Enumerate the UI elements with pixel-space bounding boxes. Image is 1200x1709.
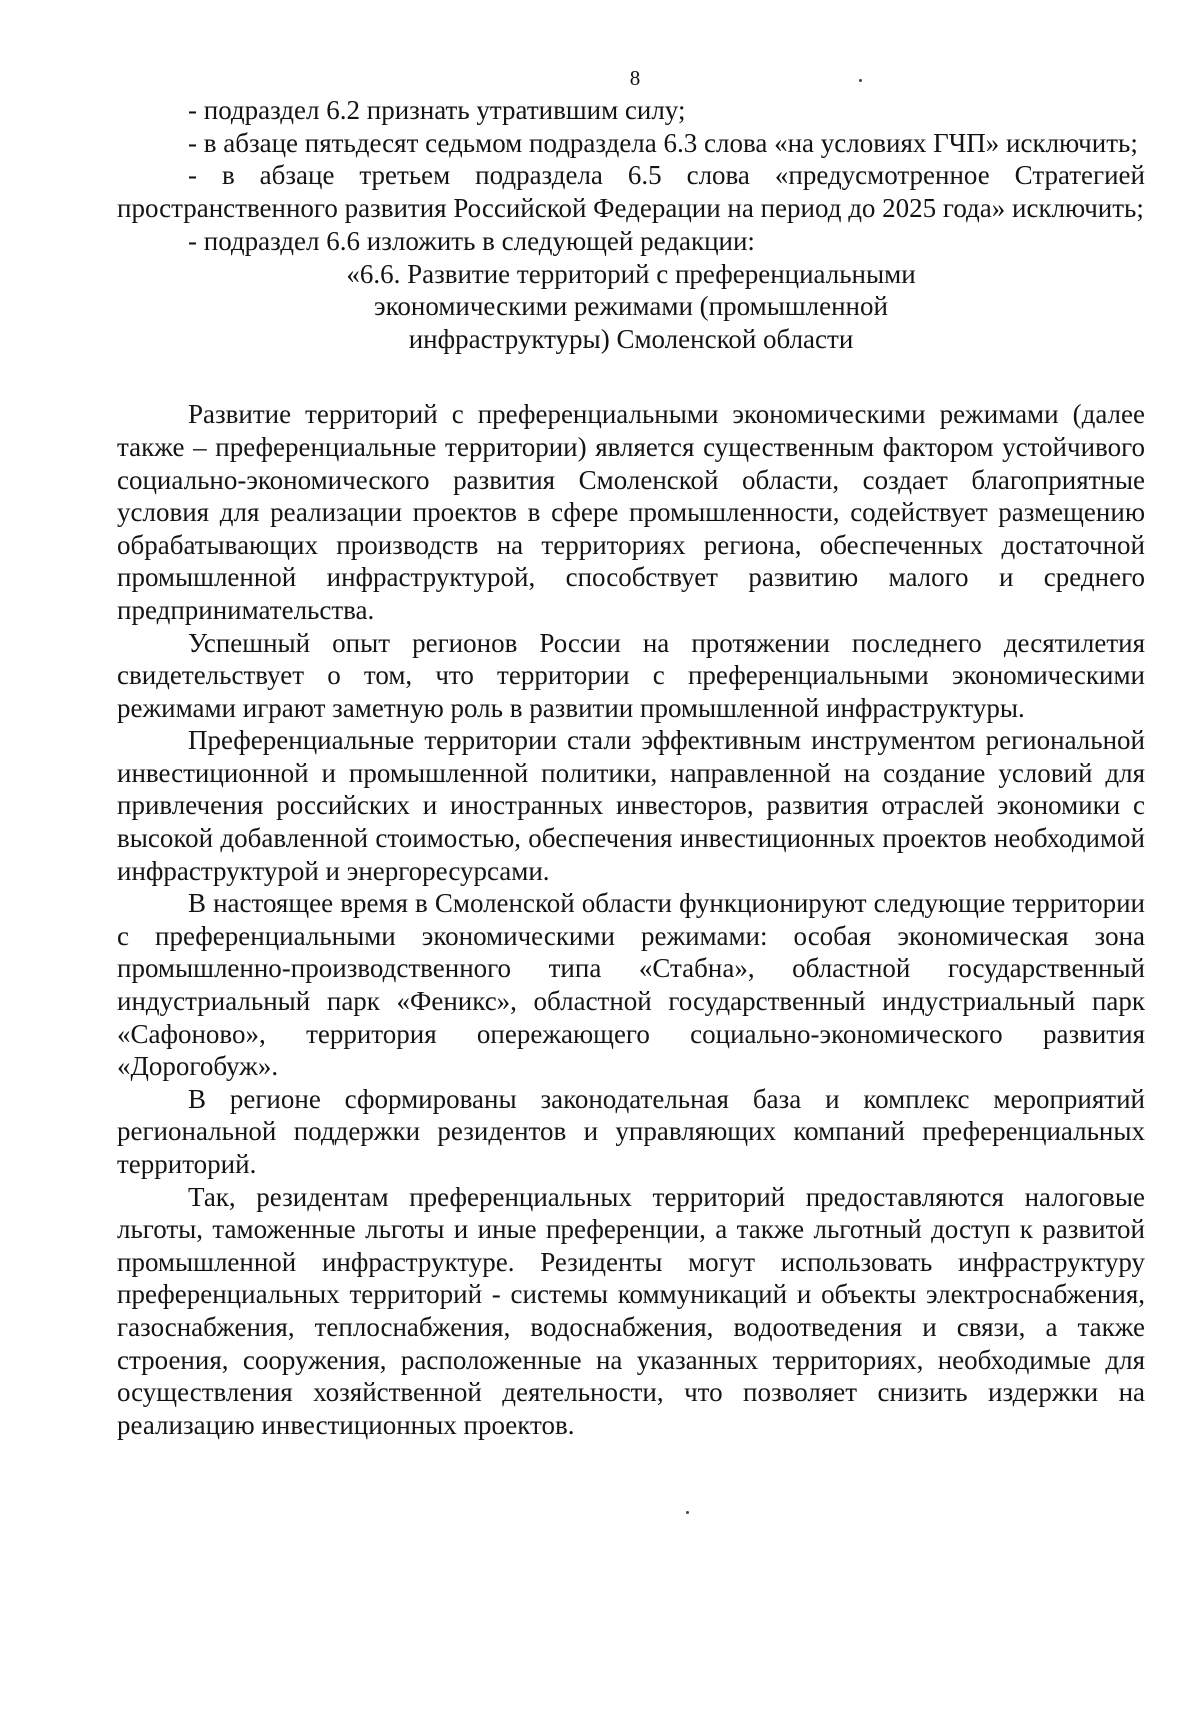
list-item: - в абзаце пятьдесят седьмом подраздела 6.3 слова «на условиях ГЧП» исключить;	[188, 127, 1138, 158]
paragraph: Преференциальные территории стали эффективным инструментом региональной инвестиционной и промышленной политики, направленной на создание условий для привлечения российских и иностранных инвесторов, развития отраслей экономики с высокой добавленной стоимостью, обеспечения инвестиционных проектов необходимой инфраструктурой и энергоресурсами.	[117, 725, 1145, 886]
paragraph: В регионе сформированы законодательная база и комплекс мероприятий региональной поддержки резидентов и управляющих компаний преференциальных территорий.	[117, 1083, 1145, 1180]
list-item: - подраздел 6.6 изложить в следующей редакции:	[188, 225, 755, 256]
heading-line: экономическими режимами (промышленной	[374, 291, 888, 322]
section-heading	[117, 258, 1145, 356]
scan-speck	[686, 1511, 689, 1514]
list-item: - в абзаце третьем подраздела 6.5 слова «предусмотренное Стратегией пространственного развития Российской Федерации на период до 2025 года» исключить;	[117, 160, 1145, 224]
heading-line: инфраструктуры) Смоленской области	[408, 323, 854, 354]
document-body	[117, 94, 1145, 1441]
paragraph: В настоящее время в Смоленской области функционируют следующие территории с преференциальными экономическими режимами: особая экономическая зона промышленно-производственного типа «Стабна», областной государственный индустриальный парк «Феникс», областной государственный индустриальный парк «Сафоново», территория опережающего социально-экономического развития «Дорогобуж».	[117, 888, 1145, 1082]
scan-speck	[859, 79, 862, 82]
paragraph: Так, резидентам преференциальных территорий предоставляются налоговые льготы, таможенные льготы и иные преференции, а также льготный доступ к развитой промышленной инфраструктуре. Резиденты могут использовать инфраструктуру преференциальных территорий - системы коммуникаций и объекты электроснабжения, газоснабжения, теплоснабжения, водоснабжения, водоотведения и связи, а также строения, сооружения, расположенные на указанных территориях, необходимые для осуществления хозяйственной деятельности, что позволяет снизить издержки на реализацию инвестиционных проектов.	[117, 1181, 1145, 1440]
paragraph: Развитие территорий с преференциальными экономическими режимами (далее также – преференциальные территории) является существенным фактором устойчивого социально-экономического развития Смоленской области, создает благоприятные условия для реализации проектов в сфере промышленности, содействует размещению обрабатывающих производств на территориях региона, обеспеченных достаточной промышленной инфраструктурой, способствует развитию малого и среднего предпринимательства.	[117, 399, 1145, 625]
heading-line: «6.6. Развитие территорий с преференциальными	[346, 258, 916, 289]
page-number: 8	[629, 66, 641, 90]
list-item: - подраздел 6.2 признать утратившим силу;	[188, 95, 686, 125]
paragraph: Успешный опыт регионов России на протяжении последнего десятилетия свидетельствует о том, что территории с преференциальными экономическими режимами играют заметную роль в развитии промышленной инфраструктуры.	[117, 627, 1145, 723]
